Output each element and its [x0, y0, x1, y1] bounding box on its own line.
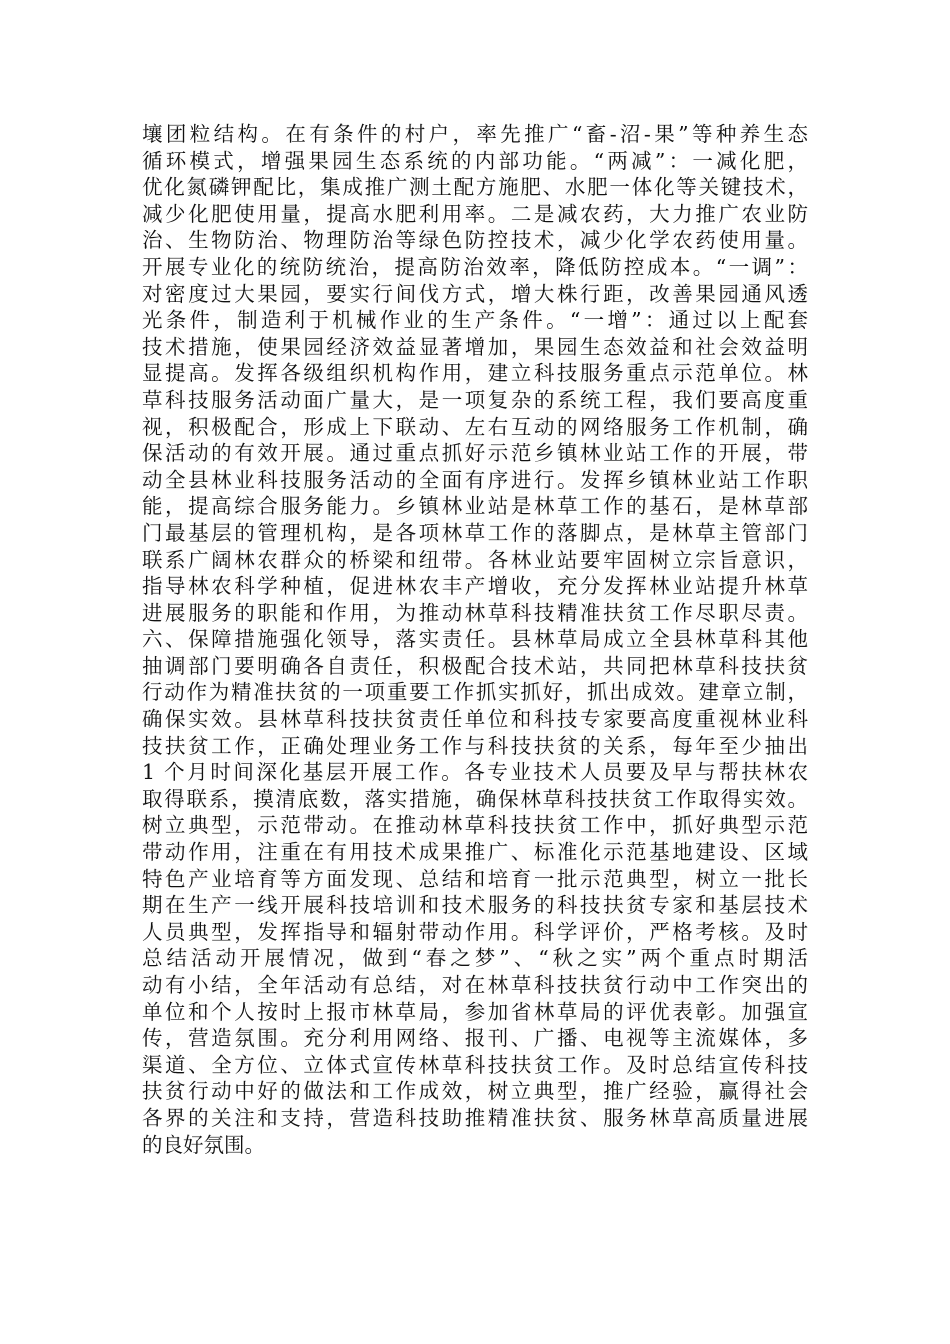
text-line: 对密度过大果园，要实行间伐方式，增大株行距，改善果园通风透	[142, 281, 808, 306]
text-line: 治、生物防治、物理防治等绿色防控技术，减少化学农药使用量。	[142, 228, 808, 253]
text-line: 联系广阔林农群众的桥梁和纽带。各林业站要牢固树立宗旨意识，	[142, 547, 808, 572]
text-line: 期在生产一线开展科技培训和技术服务的科技扶贫专家和基层技术	[142, 893, 808, 918]
text-line: 减少化肥使用量，提高水肥利用率。二是减农药，大力推广农业防	[142, 201, 808, 226]
text-line: 传，营造氛围。充分利用网络、报刊、广播、电视等主流媒体，多	[142, 1026, 808, 1051]
text-line: 带动作用，注重在有用技术成果推广、标准化示范基地建设、区域	[142, 840, 808, 865]
text-line: 人员典型，发挥指导和辐射带动作用。科学评价，严格考核。及时	[142, 919, 808, 944]
body-paragraph	[142, 121, 808, 1158]
text-line: 优化氮磷钾配比，集成推广测土配方施肥、水肥一体化等关键技术，	[142, 175, 808, 200]
text-line: 六、保障措施强化领导，落实责任。县林草局成立全县林草科其他	[142, 627, 808, 652]
text-line: 确保实效。县林草科技扶贫责任单位和科技专家要高度重视林业科	[142, 707, 808, 732]
text-line: 视，积极配合，形成上下联动、左右互动的网络服务工作机制，确	[142, 414, 808, 439]
text-line: 显提高。发挥各级组织机构作用，建立科技服务重点示范单位。林	[142, 361, 808, 386]
text-line: 树立典型，示范带动。在推动林草科技扶贫工作中，抓好典型示范	[142, 813, 808, 838]
text-line: 开展专业化的统防统治，提高防治效率，降低防控成本。“一调”：	[142, 254, 808, 279]
text-line: 循环模式，增强果园生态系统的内部功能。“两减”：一减化肥，	[142, 148, 808, 173]
text-line: 能，提高综合服务能力。乡镇林业站是林草工作的基石，是林草部	[142, 494, 808, 519]
text-line: 各界的关注和支持，营造科技助推精准扶贫、服务林草高质量进展	[142, 1105, 808, 1130]
text-line: 光条件，制造利于机械作业的生产条件。“一增”：通过以上配套	[142, 308, 808, 333]
text-line: 指导林农科学种植，促进林农丰产增收，充分发挥林业站提升林草	[142, 574, 808, 599]
text-line: 单位和个人按时上报市林草局，参加省林草局的评优表彰。加强宣	[142, 999, 808, 1024]
text-line: 草科技服务活动面广量大，是一项复杂的系统工程，我们要高度重	[142, 387, 808, 412]
text-line: 渠道、全方位、立体式宣传林草科技扶贫工作。及时总结宣传科技	[142, 1052, 808, 1077]
text-line: 壤团粒结构。在有条件的村户，率先推广“畜-沼-果”等种养生态	[142, 122, 808, 146]
text-line: 的良好氛围。	[142, 1132, 265, 1157]
text-line: 扶贫行动中好的做法和工作成效，树立典型，推广经验，赢得社会	[142, 1079, 808, 1104]
text-line: 保活动的有效开展。通过重点抓好示范乡镇林业站工作的开展，带	[142, 441, 808, 466]
text-line: 行动作为精准扶贫的一项重要工作抓实抓好，抓出成效。建章立制，	[142, 680, 808, 705]
text-line: 技扶贫工作，正确处理业务工作与科技扶贫的关系，每年至少抽出	[142, 733, 808, 758]
text-line: 1 个月时间深化基层开展工作。各专业技术人员要及早与帮扶林农	[142, 760, 808, 785]
text-line: 动全县林业科技服务活动的全面有序进行。发挥乡镇林业站工作职	[142, 467, 808, 492]
text-line: 进展服务的职能和作用，为推动林草科技精准扶贫工作尽职尽责。	[142, 600, 808, 625]
text-line: 动有小结，全年活动有总结，对在林草科技扶贫行动中工作突出的	[142, 973, 808, 997]
text-line: 技术措施，使果园经济效益显著增加，果园生态效益和社会效益明	[142, 334, 808, 359]
text-line: 总结活动开展情况，做到“春之梦”、“秋之实”两个重点时期活	[142, 946, 808, 971]
text-line: 抽调部门要明确各自责任，积极配合技术站，共同把林草科技扶贫	[142, 653, 808, 678]
text-line: 特色产业培育等方面发现、总结和培育一批示范典型，树立一批长	[142, 866, 808, 891]
text-line: 取得联系，摸清底数，落实措施，确保林草科技扶贫工作取得实效。	[142, 786, 808, 811]
text-line: 门最基层的管理机构，是各项林草工作的落脚点，是林草主管部门	[142, 520, 808, 545]
